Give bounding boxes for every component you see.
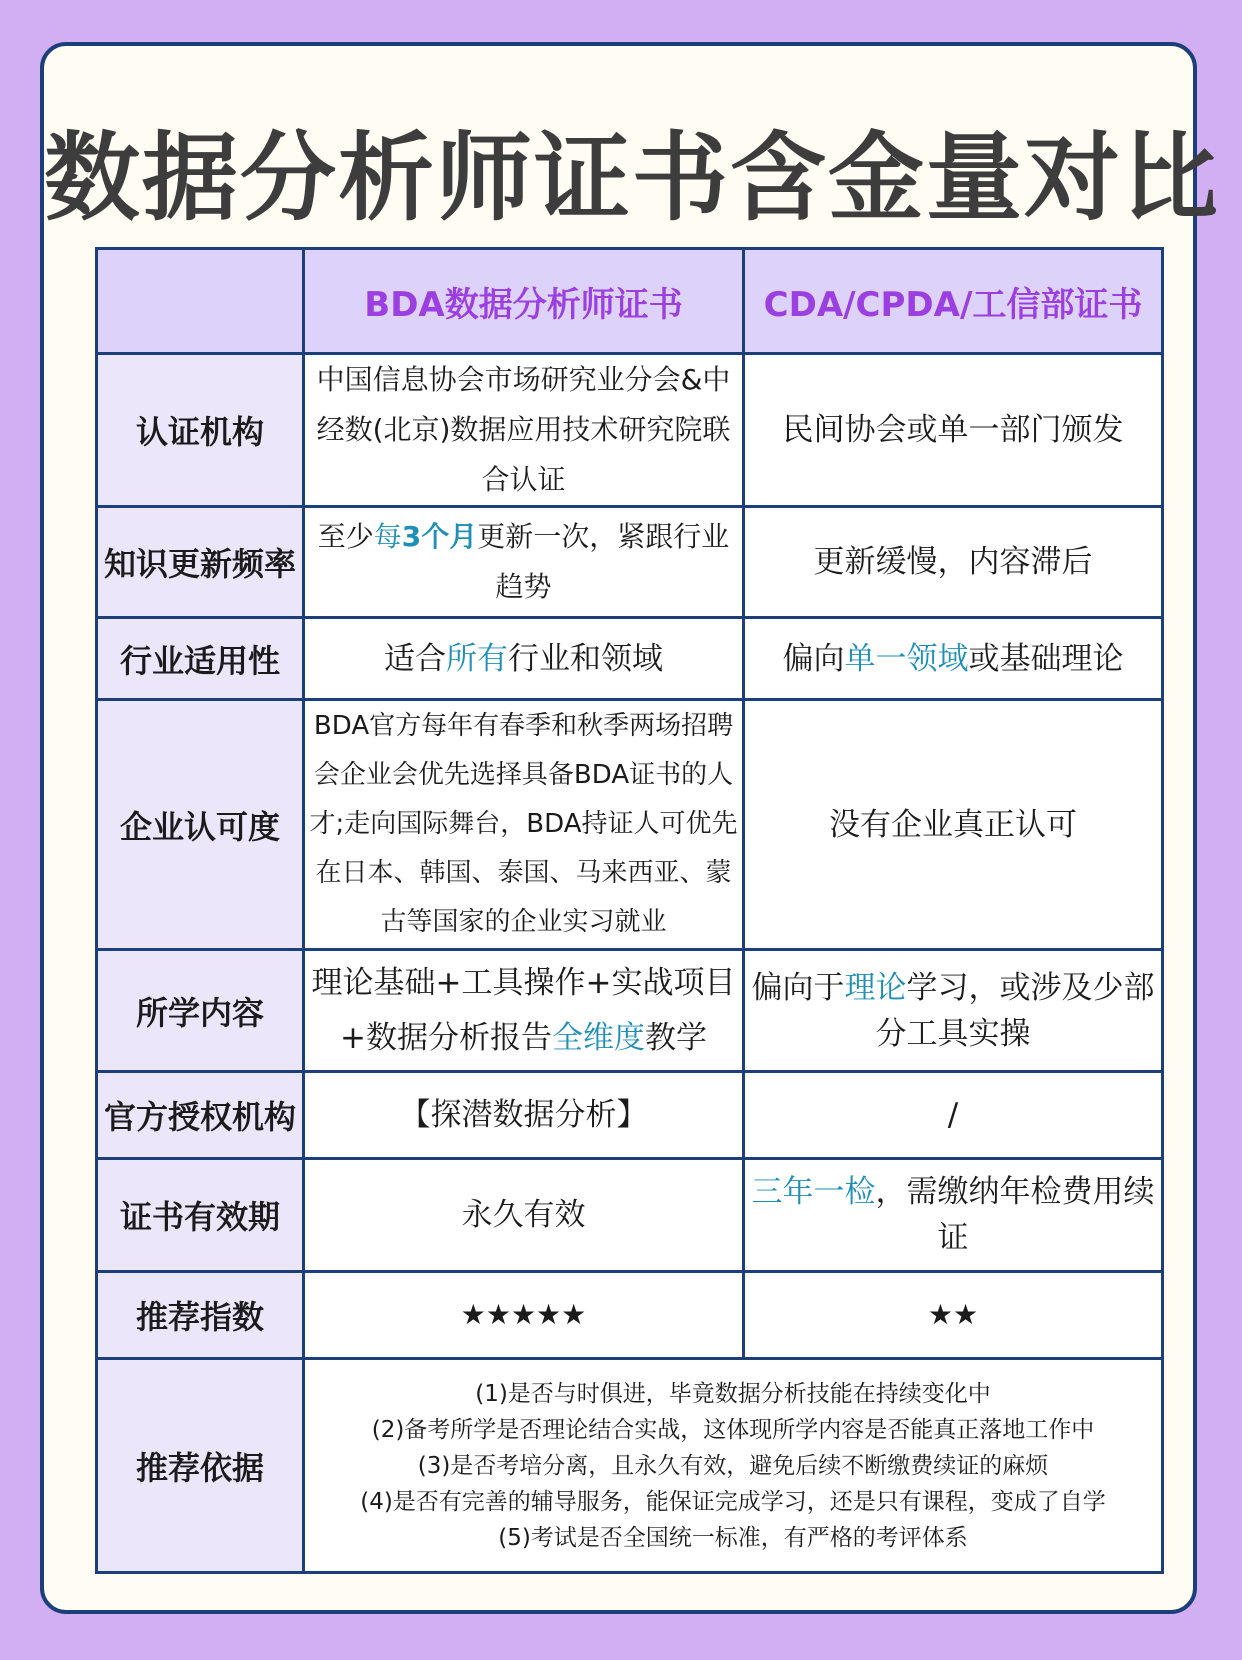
cda-recognition: 没有企业真正认可 — [744, 700, 1163, 950]
row-label-authorized: 官方授权机构 — [97, 1072, 304, 1159]
cda-update: 更新缓慢，内容滞后 — [744, 507, 1163, 618]
page-title: 数据分析师证书含金量对比 — [44, 122, 1220, 234]
comparison-table — [95, 247, 1164, 1574]
cda-app-pre: 偏向 — [782, 640, 845, 677]
row-label-rating: 推荐指数 — [97, 1272, 304, 1359]
basis-item: (5)考试是否全国统一标准，有严格的考评体系 — [498, 1524, 968, 1551]
bda-validity: 永久有效 — [304, 1159, 744, 1272]
cda-app-post: 或基础理论 — [968, 640, 1124, 677]
bda-content-hl: 全维度 — [552, 1019, 645, 1056]
corner-cell — [97, 249, 304, 354]
bda-content-pre: 理论基础+工具操作+实战项目+数据分析报告 — [311, 964, 736, 1056]
basis-item: (3)是否考培分离，且永久有效，避免后续不断缴费续证的麻烦 — [417, 1452, 1049, 1479]
cda-authorized: / — [744, 1072, 1163, 1159]
bda-content — [304, 950, 744, 1072]
bda-recognition: BDA官方每年有春季和秋季两场招聘会企业会优先选择具备BDA证书的人才;走向国际舞台，BDA持证人可优先在日本、韩国、泰国、马来西亚、蒙古等国家的企业实习就业 — [304, 700, 744, 950]
table-row — [97, 700, 1163, 950]
table-row — [97, 354, 1163, 507]
bda-app-post: 行业和领域 — [508, 640, 664, 677]
basis-list — [304, 1359, 1163, 1573]
table-header-row — [97, 249, 1163, 354]
row-label-org: 认证机构 — [97, 354, 304, 507]
table-row — [97, 1159, 1163, 1272]
cda-applicability — [744, 618, 1163, 700]
cda-content-pre: 偏向于 — [751, 969, 845, 1006]
bda-update-hl1: 每 — [373, 520, 402, 553]
cda-app-hl: 单一领域 — [844, 640, 969, 677]
bda-content-post: 教学 — [645, 1019, 707, 1056]
table-row — [97, 618, 1163, 700]
bda-authorized: 【探潜数据分析】 — [304, 1072, 744, 1159]
row-label-applicability: 行业适用性 — [97, 618, 304, 700]
row-label-basis: 推荐依据 — [97, 1359, 304, 1573]
cda-validity-post: ，需缴纳年检费用续证 — [875, 1174, 1155, 1256]
cda-content-post: 学习，或涉及少部分工具实操 — [875, 969, 1155, 1052]
bda-applicability — [304, 618, 744, 700]
basis-item: (4)是否有完善的辅导服务，能保证完成学习，还是只有课程，变成了自学 — [360, 1488, 1106, 1515]
table-row — [97, 507, 1163, 618]
row-label-update: 知识更新频率 — [97, 507, 304, 618]
cda-validity-hl: 三年一检 — [751, 1174, 876, 1210]
basis-item: (1)是否与时俱进，毕竟数据分析技能在持续变化中 — [475, 1380, 991, 1407]
table-row — [97, 950, 1163, 1072]
bda-org: 中国信息协会市场研究业分会&中经数(北京)数据应用技术研究院联合认证 — [304, 354, 744, 507]
bda-update-pre: 至少 — [317, 520, 374, 553]
basis-item: (2)备考所学是否理论结合实战，这体现所学内容是否能真正落地工作中 — [371, 1416, 1095, 1443]
comparison-card — [40, 42, 1220, 1614]
table-row — [97, 1072, 1163, 1159]
row-label-content: 所学内容 — [97, 950, 304, 1072]
cda-org: 民间协会或单一部门颁发 — [744, 354, 1163, 507]
column-header-bda: BDA数据分析师证书 — [304, 249, 744, 354]
bda-app-hl: 所有 — [446, 640, 509, 677]
bda-update-hl2: 3个月 — [401, 520, 478, 553]
row-label-recognition: 企业认可度 — [97, 700, 304, 950]
cda-content-hl: 理论 — [844, 969, 907, 1006]
bda-rating-stars: ★★★★★ — [304, 1272, 744, 1359]
column-header-cda: CDA/CPDA/工信部证书 — [744, 249, 1163, 354]
bda-app-pre: 适合 — [384, 640, 447, 677]
bda-update — [304, 507, 744, 618]
table-row — [97, 1359, 1163, 1573]
table-row — [97, 1272, 1163, 1359]
cda-content — [744, 950, 1163, 1072]
row-label-validity: 证书有效期 — [97, 1159, 304, 1272]
bda-update-post: 更新一次，紧跟行业趋势 — [477, 520, 730, 603]
cda-validity — [744, 1159, 1163, 1272]
cda-rating-stars: ★★ — [744, 1272, 1163, 1359]
